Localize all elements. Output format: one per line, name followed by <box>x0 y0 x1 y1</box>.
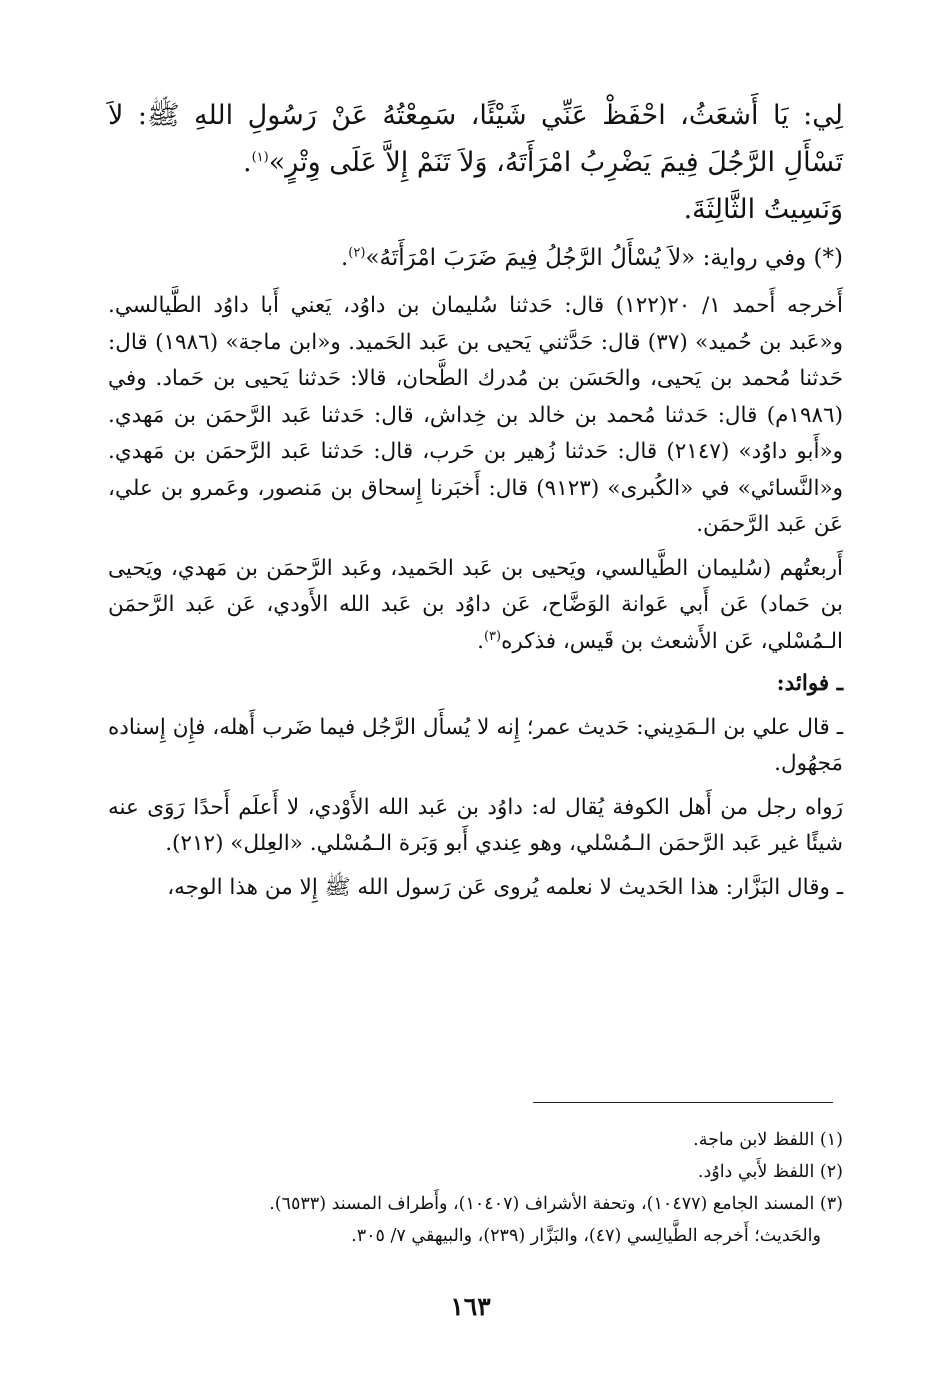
hadith-text <box>108 92 843 281</box>
takhrij-paragraph-2-text: أَربعتُهم (سُليمان الطَّيالسي، ويَحيى بن عَبد الحَميد، وعَبد الرَّحمَن بن مَهدي، ويَحيى بن حَماد) عَن أَبي عَوانة الوَضَّاح، عَن داوُد بن عَبد الله الأَودي، عَن عَبد الرَّحمَن الـمُسْلي، عَن الأَشعث بن قَيس، فذكره <box>108 555 843 654</box>
commentary <box>108 288 843 906</box>
hadith-variant-end: . <box>340 245 349 271</box>
hadith-line-1-end: . <box>242 147 252 178</box>
hadith-line-1-text: لِي: يَا أَشعَثُ، احْفَظْ عَنِّي شَيْئًا، سَمِعْتُهُ عَنْ رَسُولِ اللهِ ﷺ: لاَ تَسْأَلِ الرَّجُلَ فِيمَ يَضْرِبُ امْرَأَتَهُ، وَلاَ تَنَمْ إِلاَّ عَلَى وِتْرٍ» <box>108 100 843 178</box>
page-number: ١٦٣ <box>450 1292 491 1321</box>
takhrij-paragraph-1: أَخرجه أَحمد ١/ ٢٠(١٢٢) قال: حَدثنا سُليمان بن داوُد، يَعني أَبا داوُد الطَّيالسي. و«عَبد بن حُميد» (٣٧) قال: حَدَّثني يَحيى بن عَبد الحَميد. و«ابن ماجة» (١٩٨٦) قال: حَدثنا مُحمد بن يَحيى، والحَسَن بن مُدرك الطَّحان، قالا: حَدثنا يَحيى بن حَماد. وفي (١٩٨٦م) قال: حَدثنا مُحمد بن خالد بن خِداش، قال: حَدثنا عَبد الرَّحمَن بن مَهدي. و«أَبو داوُد» (٢١٤٧) قال: حَدثنا زُهير بن حَرب، قال: حَدثنا عَبد الرَّحمَن بن مَهدي. و«النَّسائي» في «الكُبرى» (٩١٢٣) قال: أَخبَرنا إِسحاق بن مَنصور، وعَمرو بن علي، عَن عَبد الرَّحمَن. <box>108 293 844 537</box>
footnote-3: (٣) المسند الجامع (١٠٤٧٧)، وتحفة الأشراف (١٠٤٠٧)، وأَطراف المسند (٦٥٣٣). <box>269 1194 843 1214</box>
fawaid-heading: ـ فوائد: <box>776 671 843 696</box>
fawaid-paragraph-3: ـ وقال البَزَّار: هذا الحَديث لا نعلمه يُروى عَن رَسول الله ﷺ إِلا من هذا الوجه، <box>167 874 843 900</box>
hadith-line-2: وَنَسِيتُ الثَّالِثَةَ. <box>683 194 843 225</box>
fawaid-paragraph-1: ـ قال علي بن الـمَدِيني: حَديث عمر؛ إِنه لا يُسأَل الرَّجُل فيما ضَرب أَهله، فإِن إِسناده مَجهُول. <box>108 714 843 776</box>
footnote-3-continuation: والحَديث؛ أَخرجه الطَّيالِسي (٤٧)، والبَزَّار (٢٣٩)، والبيهقي ٧/ ٣٠٥. <box>351 1226 821 1246</box>
footnote-1: (١) اللفظ لابن ماجة. <box>693 1130 843 1150</box>
footnote-ref-1[interactable]: (١) <box>251 150 269 165</box>
fawaid-paragraph-2: رَواه رجل من أَهل الكوفة يُقال له: داوُد بن عَبد الله الأَوْدي، لا أَعلَم أَحدًا رَوَى عنه شيئًا غير عَبد الرَّحمَن الـمُسْلي، وهو عِندي أَبو وَبَرة الـمُسْلي. «العِلل» (٢١٢). <box>108 794 843 856</box>
footnote-ref-2[interactable]: (٢) <box>348 245 366 261</box>
footnote-ref-3[interactable]: (٣) <box>483 628 502 644</box>
footnotes <box>108 1124 843 1252</box>
takhrij-paragraph-2 <box>108 551 843 661</box>
hadith-variant <box>108 235 843 281</box>
takhrij-paragraph-2-end: . <box>477 628 484 654</box>
hadith-line-1 <box>108 92 843 186</box>
footnote-2: (٢) اللفظ لأَبي داوُد. <box>697 1162 843 1182</box>
footnote-divider <box>533 1102 833 1103</box>
page-body <box>108 92 843 906</box>
hadith-variant-text: (*) وفي رواية: «لاَ يُسْأَلُ الرَّجُلُ فِيمَ ضَرَبَ امْرَأَتَهُ» <box>365 245 843 271</box>
